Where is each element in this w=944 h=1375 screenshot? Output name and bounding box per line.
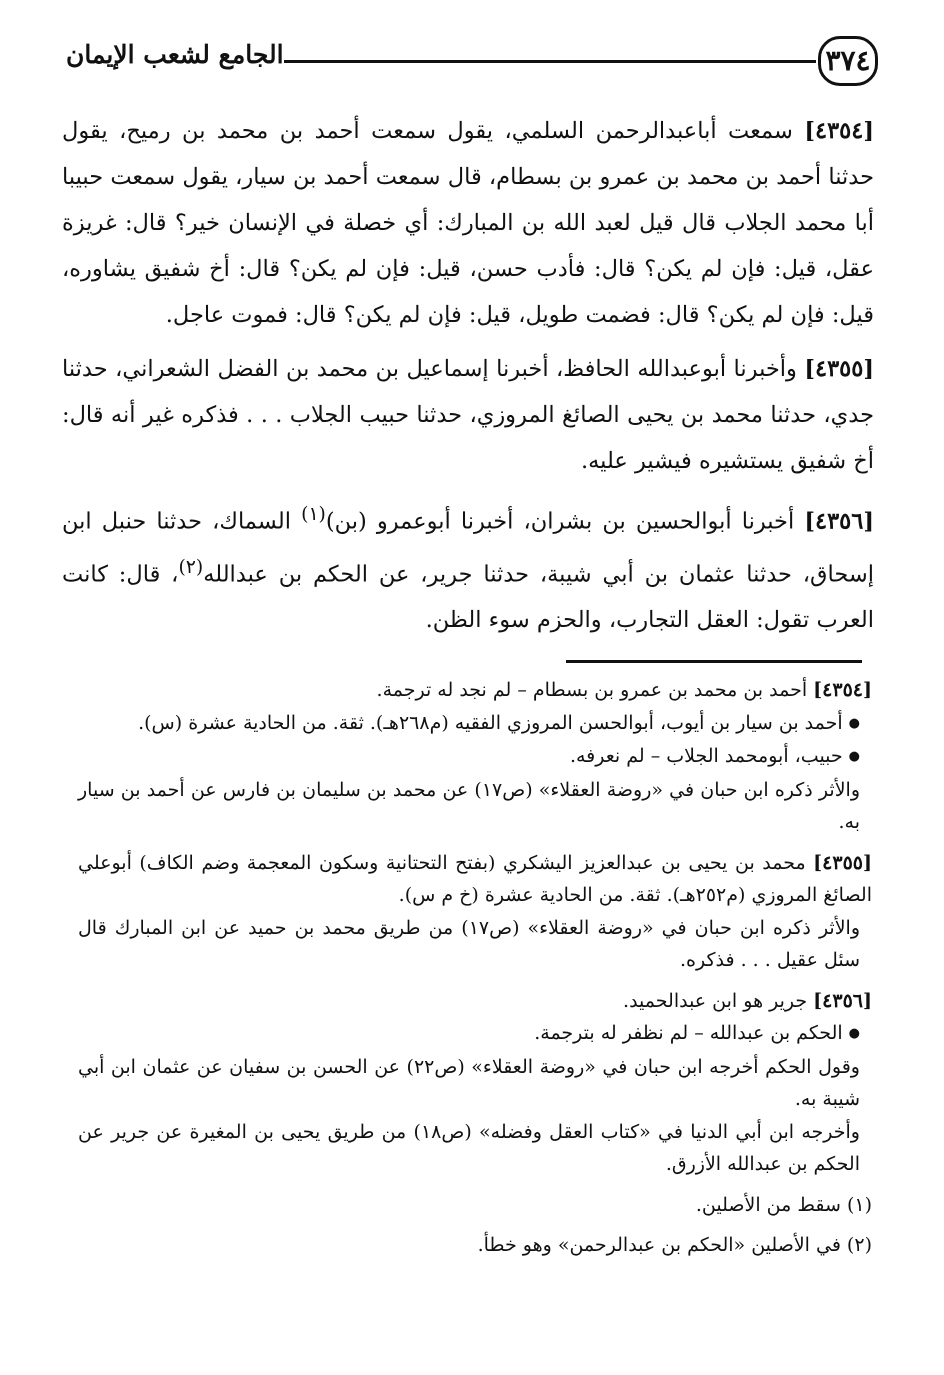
page-number: ٣٧٤	[818, 36, 878, 86]
bullet-icon: ●	[848, 749, 860, 764]
note-tail: وقول الحكم أخرجه ابن حبان في «روضة العقلاء» (ص٢٢) عن الحسن بن سفيان عن عثمان ابن أبي شيبة به.	[78, 1055, 860, 1110]
note-bullet-text: حبيب، أبومحمد الجلاب – لم نعرفه.	[569, 745, 843, 767]
paragraph-4354	[62, 108, 874, 338]
note-bullet	[78, 707, 872, 741]
paragraph-text: ، قال: كانت العرب تقول: العقل التجارب، والحزم سوء الظن.	[62, 561, 874, 633]
bullet-icon: ●	[848, 1026, 860, 1041]
note-number: [٤٣٥٤]	[813, 679, 872, 701]
note-4355	[78, 847, 872, 977]
footnote-1: (١) سقط من الأصلين.	[695, 1193, 872, 1216]
footnote-marker: (١)	[301, 504, 326, 525]
note-tail: وأخرجه ابن أبي الدنيا في «كتاب العقل وفضله» (ص١٨) من طريق يحيى بن المغيرة عن جرير عن الحكم بن عبدالله الأزرق.	[78, 1120, 860, 1175]
hadith-number: [٤٣٥٦]	[804, 508, 874, 535]
note-text: أحمد بن محمد بن عمرو بن بسطام – لم نجد له ترجمة.	[376, 679, 808, 701]
paragraph-text: سمعت أباعبدالرحمن السلمي، يقول سمعت أحمد بن محمد بن رميح، يقول حدثنا أحمد بن محمد بن عمرو بن بسطام، قال سمعت أحمد بن سيار، يقول سمعت حبيبا أبا محمد الجلاب قال قيل لعبد الله بن المبارك: أي خصلة في الإنسان خير؟ قال: غريزة عقل، قيل: فإن لم يكن؟ قال: فأدب حسن، قيل: فإن لم يكن؟ قال: أخ شفيق يشاوره، قيل: فإن لم يكن؟ قال: فضمت طويل، قيل: فإن لم يكن؟ قال: فموت عاجل.	[62, 118, 874, 328]
paragraph-4356	[62, 492, 874, 643]
note-first-line	[78, 847, 872, 912]
note-bullet	[78, 740, 872, 774]
note-4356	[78, 985, 872, 1181]
note-tail: والأثر ذكره ابن حبان في «روضة العقلاء» (ص١٧) من طريق محمد بن حميد عن ابن المبارك قال سئل عقيل . . . فذكره.	[78, 916, 861, 971]
paragraph-text: السماك، حدثنا حنبل ابن إسحاق، حدثنا عثمان بن أبي شيبة، حدثنا جرير، عن الحكم بن عبدالله	[62, 508, 874, 587]
note-bullet	[78, 1017, 872, 1051]
main-text	[62, 108, 874, 651]
paragraph-text: أخبرنا أبوالحسين بن بشران، أخبرنا أبوعمرو (بن)	[325, 508, 795, 535]
note-first-line	[78, 674, 872, 707]
bullet-icon: ●	[848, 715, 860, 731]
note-text: جرير هو ابن عبدالحميد.	[623, 989, 808, 1012]
note-text: محمد بن يحيى بن عبدالعزيز اليشكري (بفتح التحتانية وسكون المعجمة وضم الكاف) أبوعلي الصائغ المروزي (م٢٥٢هـ). ثقة. من الحادية عشرة (خ م س).	[78, 851, 872, 906]
book-title: الجامع لشعب الإيمان	[66, 40, 284, 69]
footnotes-section	[78, 674, 872, 1270]
header-rule	[284, 60, 816, 63]
page-header	[62, 36, 878, 94]
note-bullet-text: الحكم بن عبدالله – لم نظفر له بترجمة.	[534, 1022, 843, 1044]
hadith-number: [٤٣٥٥]	[804, 356, 875, 382]
paragraph-4355	[62, 346, 874, 484]
footnote-2: (٢) في الأصلين «الحكم بن عبدالرحمن» وهو خطأ.	[477, 1234, 872, 1256]
note-number: [٤٣٥٦]	[813, 989, 872, 1012]
hadith-number: [٤٣٥٤]	[804, 118, 875, 144]
footnote-marker: (٢)	[178, 556, 204, 578]
note-4354	[78, 674, 872, 839]
note-tail: والأثر ذكره ابن حبان في «روضة العقلاء» (ص١٧) عن محمد بن سليمان بن فارس عن أحمد بن سيار به.	[78, 778, 860, 833]
paragraph-text: وأخبرنا أبوعبدالله الحافظ، أخبرنا إسماعيل بن محمد بن الفضل الشعراني، حدثنا جدي، حدثنا محمد بن يحيى الصائغ المروزي، حدثنا حبيب الجلاب . . . فذكره غير أنه قال: أخ شفيق يستشيره فيشير عليه.	[62, 356, 874, 474]
note-bullet-text: أحمد بن سيار بن أيوب، أبوالحسن المروزي الفقيه (م٢٦٨هـ). ثقة. من الحادية عشرة (س).	[138, 711, 843, 734]
footnote-separator	[566, 660, 862, 663]
note-number: [٤٣٥٥]	[813, 851, 872, 874]
note-first-line	[78, 985, 872, 1018]
